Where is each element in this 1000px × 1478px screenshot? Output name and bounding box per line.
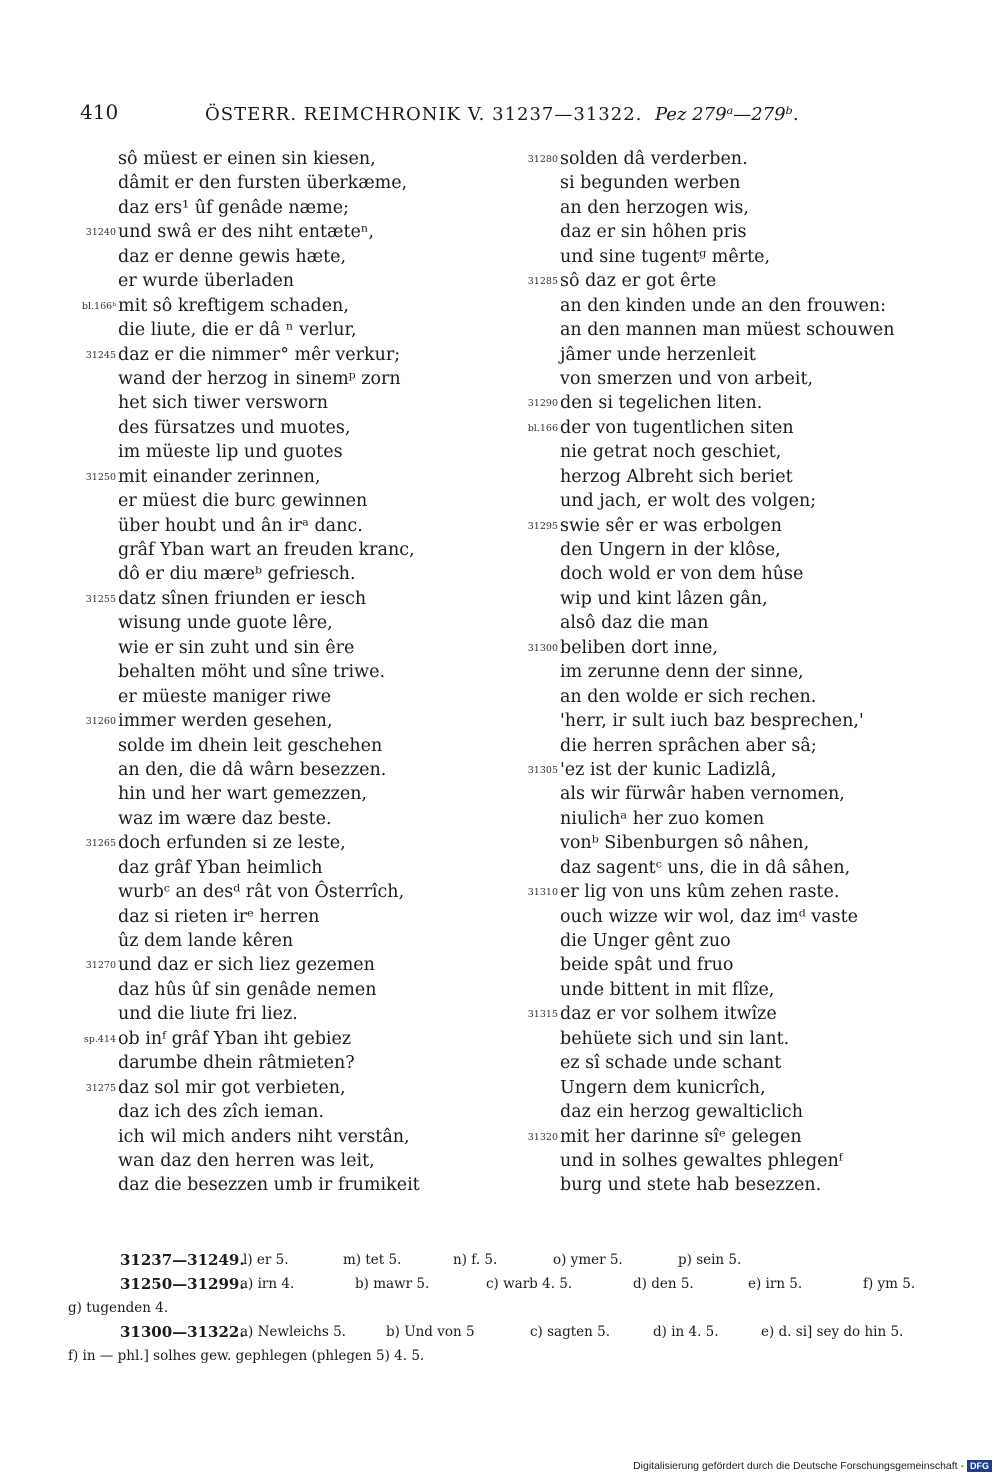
verse-line (68, 465, 508, 489)
verse-line (68, 514, 508, 538)
verse-text: daz er sin hôhen pris (560, 222, 747, 243)
verse-text: doch erfunden si ze leste, (118, 833, 346, 854)
verse-line (68, 294, 508, 318)
verse-text: über houbt und ân irᵃ danc. (118, 515, 363, 536)
verse-line (68, 660, 508, 684)
verse-text: si begunden werben (560, 173, 741, 194)
verse-text: im zerunne denn der sinne, (560, 662, 804, 683)
verse-line (68, 978, 508, 1002)
verse-line (68, 220, 508, 244)
verse-text: 'ez ist der kunic Ladizlâ, (560, 759, 777, 780)
verse-line (510, 440, 950, 464)
verse-line (510, 929, 950, 953)
verse-text: waz im wære daz beste. (118, 808, 332, 829)
margin-reference: 31245 (85, 349, 116, 361)
verse-text: behüete sich und sin lant. (560, 1028, 790, 1049)
verse-line (510, 1100, 950, 1124)
verse-line (510, 294, 950, 318)
footnote-item: m) tet 5. (343, 1252, 402, 1268)
verse-line (510, 196, 950, 220)
pez-reference: Pez 279ᵃ—279ᵇ. (655, 104, 799, 125)
verse-line (510, 318, 950, 342)
verse-text: und in solhes gewaltes phlegenᶠ (560, 1150, 843, 1171)
verse-line (68, 538, 508, 562)
verse-line (68, 367, 508, 391)
footnote-range: 31250—31299. (120, 1275, 245, 1293)
verse-text: beide spât und fruo (560, 955, 734, 976)
credit-text: Digitalisierung gefördert durch die Deutsche Forschungsgemeinschaft - (633, 1460, 964, 1472)
verse-text: daz ers¹ ûf genâde næme; (118, 197, 349, 218)
footnote-item: o) ymer 5. (553, 1252, 623, 1268)
verse-line (68, 1002, 508, 1026)
margin-reference: 31320 (527, 1131, 558, 1143)
verse-line (510, 734, 950, 758)
verse-text: daz grâf Yban heimlich (118, 857, 323, 878)
footnote-range: 31237—31249. (120, 1251, 245, 1269)
verse-line (510, 709, 950, 733)
verse-text: er müeste maniger riwe (118, 686, 332, 707)
verse-line (68, 318, 508, 342)
verse-line (510, 636, 950, 660)
verse-line (68, 685, 508, 709)
verse-text: ouch wizze wir wol, daz imᵈ vaste (560, 906, 858, 927)
verse-line (510, 831, 950, 855)
verse-text: an den mannen man müest schouwen (560, 320, 895, 341)
margin-reference: 31290 (527, 398, 558, 410)
verse-text: daz hûs ûf sin genâde nemen (118, 979, 377, 1000)
verse-text: wisung unde guote lêre, (118, 613, 333, 634)
digitization-credit (633, 1460, 992, 1472)
verse-line (510, 1149, 950, 1173)
verse-line (68, 391, 508, 415)
verse-line (510, 538, 950, 562)
margin-reference: 31260 (85, 716, 116, 728)
verse-text: daz sagentᶜ uns, die in dâ sâhen, (560, 857, 851, 878)
margin-reference: 31255 (85, 593, 116, 605)
verse-line (510, 880, 950, 904)
footnote-item: c) sagten 5. (530, 1324, 611, 1340)
footnote-item: e) d. si] sey do hin 5. (761, 1324, 904, 1340)
footnote-item: n) f. 5. (453, 1252, 498, 1268)
verse-text: jâmer unde herzenleit (560, 344, 756, 365)
verse-text: die herren sprâchen aber sâ; (560, 735, 817, 756)
verse-text: daz er vor solhem itwîze (560, 1004, 777, 1025)
verse-line (510, 343, 950, 367)
footnote-row-2 (68, 1272, 930, 1296)
footnote-item: a) irn 4. (240, 1276, 295, 1292)
verse-text: und die liute fri liez. (118, 1004, 298, 1025)
verse-line (68, 269, 508, 293)
verse-line (510, 660, 950, 684)
verse-line (510, 587, 950, 611)
footnote-row-1 (68, 1248, 930, 1272)
verse-line (68, 611, 508, 635)
verse-line (510, 489, 950, 513)
verse-text: die Unger gênt zuo (560, 931, 731, 951)
verse-text: daz er die nimmer° mêr verkur; (118, 344, 401, 365)
verse-text: burg und stete hab besezzen. (560, 1175, 822, 1196)
verse-line (510, 367, 950, 391)
verse-text: an den, die dâ wârn besezzen. (118, 759, 387, 780)
verse-text: herzog Albreht sich beriet (560, 466, 793, 487)
verse-text: des fürsatzes und muotes, (118, 417, 351, 438)
verse-line (68, 953, 508, 977)
left-column (68, 147, 508, 1198)
verse-line (68, 171, 508, 195)
verse-line (510, 1051, 950, 1075)
margin-reference: 31315 (527, 1009, 558, 1021)
verse-line (68, 1051, 508, 1075)
verse-text: solden dâ verderben. (560, 149, 748, 169)
verse-line (510, 905, 950, 929)
verse-line (68, 856, 508, 880)
verse-text: die liute, die er dâ ⁿ verlur, (118, 320, 357, 341)
verse-line (68, 1076, 508, 1100)
verse-text: daz ich des zîch ieman. (118, 1102, 325, 1123)
verse-line (68, 929, 508, 953)
verse-line (510, 465, 950, 489)
verse-line (510, 807, 950, 831)
margin-reference: 31295 (527, 520, 558, 532)
verse-text: und jach, er wolt des volgen; (560, 491, 817, 512)
footnote-row-2-continued (68, 1296, 930, 1320)
margin-reference: 31265 (85, 838, 116, 850)
verse-text: grâf Yban wart an freuden kranc, (118, 540, 415, 560)
footnote-item: b) Und von 5 (386, 1324, 475, 1340)
margin-reference: bl.166 (527, 422, 558, 434)
verse-text: wie er sin zuht und sin êre (118, 637, 355, 658)
verse-text: an den kinden unde an den frouwen: (560, 295, 886, 316)
footnote-item: a) Newleichs 5. (240, 1324, 346, 1340)
verse-text: immer werden gesehen, (118, 711, 333, 732)
verse-line (510, 1173, 950, 1197)
verse-line (68, 1027, 508, 1051)
verse-text: wip und kint lâzen gân, (560, 588, 768, 609)
verse-line (510, 1027, 950, 1051)
verse-text: dô er diu mæreᵇ gefriesch. (118, 564, 356, 585)
verse-line (68, 1173, 508, 1197)
verse-line (68, 807, 508, 831)
verse-text: ûz dem lande kêren (118, 931, 294, 951)
verse-line (68, 343, 508, 367)
footnote-item: e) irn 5. (748, 1276, 803, 1292)
verse-text: solde im dhein leit geschehen (118, 735, 383, 756)
verse-text: mit einander zerinnen, (118, 466, 321, 487)
footnote-item: f) in — phl.] solhes gew. gephlegen (phlegen 5) 4. 5. (68, 1348, 425, 1364)
verse-text: den Ungern in der klôse, (560, 540, 781, 560)
verse-text: het sich tiwer versworn (118, 393, 329, 414)
footnote-item: l) er 5. (243, 1252, 289, 1268)
verse-text: beliben dort inne, (560, 637, 718, 658)
verse-text: datz sînen friunden er iesch (118, 588, 367, 609)
verse-line (510, 514, 950, 538)
verse-text: ich wil mich anders niht verstân, (118, 1126, 410, 1147)
margin-reference: 31250 (85, 471, 116, 483)
verse-text: darumbe dhein râtmieten? (118, 1053, 355, 1074)
margin-reference: 31275 (85, 1082, 116, 1094)
verse-text: er wurde überladen (118, 271, 295, 292)
footnote-item: p) sein 5. (678, 1252, 742, 1268)
verse-line (68, 196, 508, 220)
footnote-item: f) ym 5. (863, 1276, 916, 1292)
right-column (510, 147, 950, 1198)
margin-reference: bl.166ᵇ (81, 300, 116, 312)
verse-line (68, 147, 508, 171)
footnote-item: c) warb 4. 5. (486, 1276, 573, 1292)
verse-line (68, 905, 508, 929)
margin-reference: sp.414 (83, 1033, 116, 1045)
footnote-row-3 (68, 1320, 930, 1344)
verse-text: als wir fürwâr haben vernomen, (560, 784, 845, 805)
verse-text: behalten möht und sîne triwe. (118, 662, 386, 683)
page-header (0, 100, 1000, 130)
verse-text: er lig von uns kûm zehen raste. (560, 882, 840, 903)
verse-text: Ungern dem kunicrîch, (560, 1077, 766, 1098)
verse-text: daz sol mir got verbieten, (118, 1077, 346, 1098)
verse-line (68, 831, 508, 855)
verse-line (68, 636, 508, 660)
margin-reference: 31270 (85, 960, 116, 972)
verse-line (510, 416, 950, 440)
verse-line (68, 880, 508, 904)
verse-line (68, 587, 508, 611)
footnote-item: g) tugenden 4. (68, 1300, 169, 1316)
footnote-row-3-continued (68, 1344, 930, 1368)
verse-text: und swâ er des niht entæteⁿ, (118, 222, 375, 243)
verse-line (68, 562, 508, 586)
dfg-logo: DFG (967, 1460, 992, 1472)
verse-line (68, 416, 508, 440)
verse-text: ob inᶠ grâf Yban iht gebiez (118, 1028, 352, 1049)
verse-line (510, 685, 950, 709)
verse-line (510, 856, 950, 880)
verse-line (510, 1125, 950, 1149)
verse-text: an den wolde er sich rechen. (560, 686, 817, 707)
verse-text: doch wold er von dem hûse (560, 564, 804, 585)
running-head: ÖSTERR. REIMCHRONIK V. 31237—31322. (205, 104, 643, 125)
verse-line (510, 562, 950, 586)
verse-line (68, 1149, 508, 1173)
verse-line (510, 269, 950, 293)
verse-text: sô daz er got êrte (560, 271, 717, 292)
verse-text: unde bittent in mit flîze, (560, 979, 775, 1000)
verse-text: daz ein herzog gewalticlich (560, 1102, 803, 1123)
verse-text: 'herr, ir sult iuch baz besprechen,' (560, 711, 864, 732)
verse-text: und sine tugentᵍ mêrte, (560, 246, 771, 267)
margin-reference: 31305 (527, 764, 558, 776)
page-number: 410 (80, 100, 119, 124)
verse-text: daz si rieten irᵉ herren (118, 906, 320, 927)
verse-text: im müeste lip und guotes (118, 442, 343, 463)
verse-line (68, 782, 508, 806)
margin-reference: 31310 (527, 887, 558, 899)
margin-reference: 31300 (527, 642, 558, 654)
verse-line (68, 245, 508, 269)
verse-text: daz er denne gewis hæte, (118, 246, 347, 267)
verse-text: den si tegelichen liten. (560, 393, 763, 414)
footnotes (68, 1248, 930, 1368)
verse-line (68, 440, 508, 464)
margin-reference: 31285 (527, 276, 558, 288)
verse-line (68, 489, 508, 513)
verse-line (510, 171, 950, 195)
verse-text: dâmit er den fursten überkæme, (118, 173, 408, 194)
verse-text: wan daz den herren was leit, (118, 1150, 375, 1171)
verse-text: vonᵇ Sibenburgen sô nâhen, (560, 833, 810, 854)
verse-line (68, 1125, 508, 1149)
verse-text: mit her darinne sîᵉ gelegen (560, 1126, 802, 1147)
verse-text: der von tugentlichen siten (560, 417, 794, 438)
verse-line (510, 1076, 950, 1100)
verse-line (510, 611, 950, 635)
verse-text: nie getrat noch geschiet, (560, 442, 782, 463)
verse-line (68, 709, 508, 733)
verse-line (68, 758, 508, 782)
verse-text: mit sô kreftigem schaden, (118, 295, 349, 316)
verse-text: daz die besezzen umb ir frumikeit (118, 1175, 420, 1196)
verse-text: von smerzen und von arbeit, (560, 368, 814, 389)
verse-text: hin und her wart gemezzen, (118, 784, 368, 805)
verse-line (510, 220, 950, 244)
verse-text: alsô daz die man (560, 613, 709, 634)
verse-text: und daz er sich liez gezemen (118, 955, 375, 976)
verse-text: niulichᵃ her zuo komen (560, 808, 765, 829)
footnote-item: b) mawr 5. (355, 1276, 430, 1292)
verse-text: er müest die burc gewinnen (118, 491, 368, 512)
verse-line (510, 978, 950, 1002)
margin-reference: 31280 (527, 154, 558, 165)
verse-line (510, 953, 950, 977)
verse-line (510, 758, 950, 782)
verse-text: an den herzogen wis, (560, 197, 749, 218)
margin-reference: 31240 (85, 227, 116, 239)
verse-line (510, 1002, 950, 1026)
footnote-item: d) den 5. (633, 1276, 694, 1292)
verse-text: wand der herzog in sinemᵖ zorn (118, 368, 401, 389)
verse-line (68, 1100, 508, 1124)
verse-text: ez sî schade unde schant (560, 1053, 782, 1074)
verse-line (510, 245, 950, 269)
verse-line (510, 391, 950, 415)
footnote-range: 31300—31322. (120, 1323, 245, 1341)
footnote-item: d) in 4. 5. (653, 1324, 719, 1340)
verse-text: wurbᶜ an desᵈ rât von Ôsterrîch, (118, 882, 405, 903)
verse-line (68, 734, 508, 758)
verse-line (510, 147, 950, 171)
verse-text: sô müest er einen sin kiesen, (118, 149, 376, 169)
verse-line (510, 782, 950, 806)
verse-text: swie sêr er was erbolgen (560, 515, 782, 536)
